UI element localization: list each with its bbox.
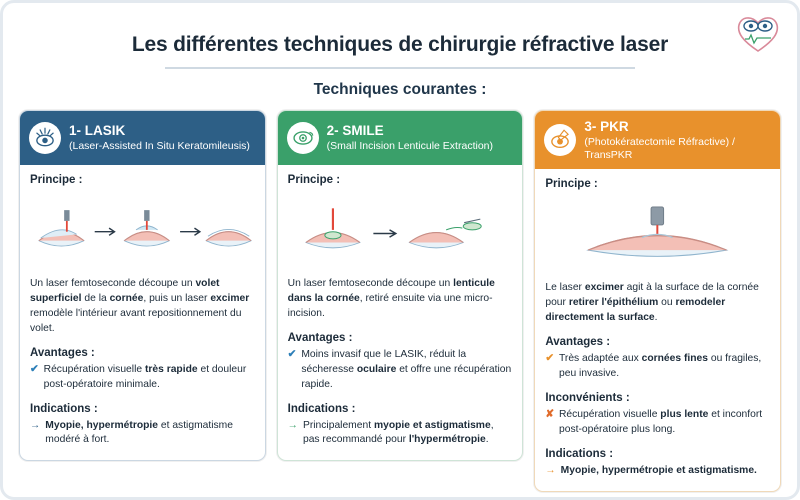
advantages-label-pkr: Avantages : bbox=[545, 336, 611, 349]
card-body-lasik bbox=[20, 165, 265, 460]
eye-surface-icon bbox=[544, 124, 576, 156]
advantages-label-smile: Avantages : bbox=[287, 331, 353, 344]
check-icon: ✔ bbox=[545, 353, 554, 365]
technique-cards bbox=[3, 99, 797, 492]
card-header-smile bbox=[278, 111, 523, 165]
arrow-icon: → bbox=[30, 419, 41, 431]
smile-lenticule-diagram bbox=[288, 192, 513, 266]
indication-text: Myopie, hypermétropie et astigmatisme. bbox=[560, 464, 757, 476]
principle-text-smile: Un laser femtoseconde découpe un lenticule dans la cornée, retiré ensuite via une micro-incision. bbox=[287, 278, 495, 319]
list-item bbox=[30, 363, 255, 393]
card-title-lasik: 1- LASIK bbox=[69, 123, 126, 139]
eye-lenticule-icon bbox=[287, 122, 319, 154]
advantage-text: Récupération visuelle très rapide et douleur post-opératoire minimale. bbox=[43, 363, 247, 390]
page-subtitle: Techniques courantes : bbox=[313, 81, 487, 98]
list-item bbox=[545, 408, 770, 438]
indication-text: Myopie, hypermétropie et astigmatisme modéré à fort. bbox=[45, 419, 233, 446]
indications-label-pkr: Indications : bbox=[545, 447, 614, 460]
drawbacks-label-pkr: Inconvénients : bbox=[545, 391, 630, 404]
list-item bbox=[545, 464, 770, 479]
check-icon: ✔ bbox=[287, 348, 297, 360]
list-item bbox=[30, 419, 255, 449]
arrow-icon: → bbox=[287, 419, 298, 431]
card-body-smile bbox=[278, 165, 523, 460]
principle-label-lasik: Principe : bbox=[30, 174, 83, 186]
card-header-lasik bbox=[20, 111, 265, 165]
page-title: Les différentes techniques de chirurgie réfractive laser bbox=[131, 33, 669, 56]
title-divider bbox=[165, 67, 635, 69]
check-icon: ✔ bbox=[30, 363, 39, 375]
card-subtitle-lasik: (Laser-Assisted In Situ Keratomileusis) bbox=[69, 140, 250, 153]
card-title-pkr: 3- PKR bbox=[584, 119, 629, 134]
list-item bbox=[545, 352, 770, 382]
card-subtitle-smile: (Small Incision Lenticule Extraction) bbox=[326, 140, 493, 153]
advantage-text: Moins invasif que le LASIK, réduit la sécheresse oculaire et offre une récupération rapide. bbox=[301, 348, 512, 390]
cross-icon: ✘ bbox=[545, 408, 554, 420]
principle-text-lasik: Un laser femtoseconde découpe un volet superficiel de la cornée, puis un laser excimer remodèle l'intérieur avant repositionnement du volet. bbox=[30, 278, 250, 334]
indications-label-smile: Indications : bbox=[287, 402, 356, 415]
drawback-text: Récupération visuelle plus lente et inconfort post-opératoire plus long. bbox=[558, 408, 763, 435]
indications-label-lasik: Indications : bbox=[30, 402, 98, 415]
list-item bbox=[288, 348, 513, 393]
card-body-pkr bbox=[535, 169, 780, 490]
principle-text-pkr: Le laser excimer agit à la surface de la cornée pour retirer l'épithélium ou remodeler directement la surface. bbox=[545, 282, 759, 324]
principle-label-smile: Principe : bbox=[287, 174, 341, 186]
card-header-text-pkr bbox=[584, 119, 771, 161]
lasik-flap-diagram bbox=[30, 192, 255, 266]
card-lasik[interactable] bbox=[19, 110, 266, 461]
card-pkr[interactable] bbox=[534, 110, 781, 492]
eye-laser-icon bbox=[29, 122, 61, 154]
card-header-text-lasik bbox=[69, 123, 250, 153]
advantages-label-lasik: Avantages : bbox=[30, 346, 95, 359]
heart-eye-logo bbox=[731, 9, 785, 55]
card-header-pkr bbox=[535, 111, 780, 169]
principle-label-pkr: Principe : bbox=[545, 178, 598, 191]
card-smile[interactable] bbox=[277, 110, 524, 461]
list-item bbox=[288, 419, 513, 449]
indication-text: Principalement myopie et astigmatisme, pas recommandé pour l'hypermétropie. bbox=[302, 419, 494, 446]
card-subtitle-pkr: (Photokératectomie Réfractive) / TransPKR bbox=[584, 136, 735, 161]
advantage-text: Très adaptée aux cornées fines ou fragiles, peu invasive. bbox=[558, 353, 762, 380]
card-title-smile: 2- SMILE bbox=[326, 123, 384, 139]
arrow-icon: → bbox=[545, 464, 556, 476]
card-header-text-smile bbox=[327, 123, 493, 153]
pkr-surface-diagram bbox=[545, 196, 770, 270]
